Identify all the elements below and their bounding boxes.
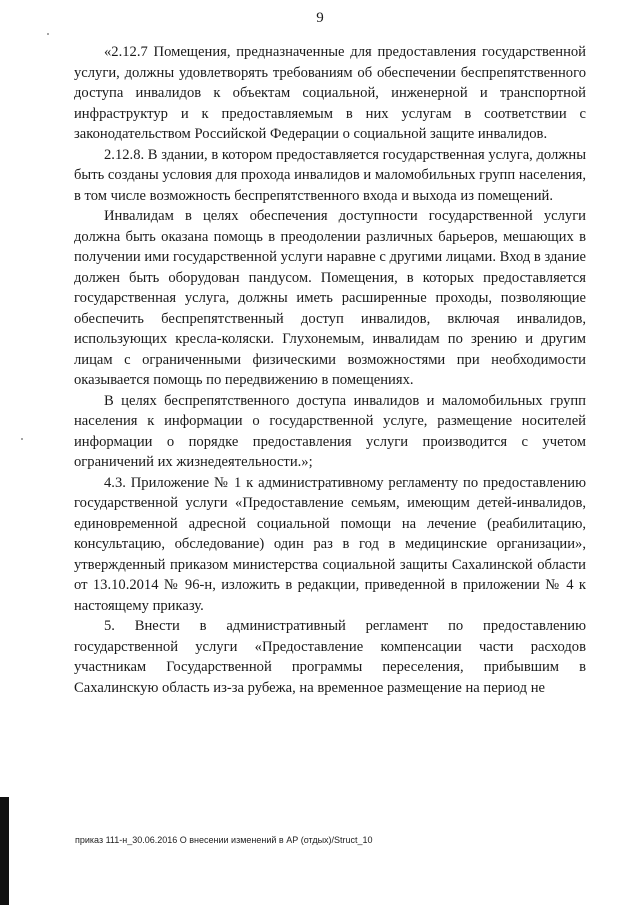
page-number: 9 [316, 10, 324, 26]
paragraph-4-3: 4.3. Приложение № 1 к административному регламенту по предоставлению государственной услуги «Предоставление семьям, имеющим детей-инвалидов, единовременной адресной социальной помощи на лечение (реабилитацию, консультацию, обследование) один раз в год в медицинские организации», утвержденный приказом министерства социальной защиты Сахалинской области от 13.10.2014 № 96-н, изложить в редакции, приведенной в приложении № 4 к настоящему приказу. [74, 474, 586, 614]
scan-binding-edge [0, 797, 9, 905]
paragraph-2-12-7: «2.12.7 Помещения, предназначенные для предоставления государственной услуги, должны удовлетворять требованиям об обеспечении беспрепятственного доступа инвалидов к объектам социальной, инженерной и транспортной инфраструктур и к предоставляемым в них услугам в соответствии с законодательством Российской Федерации о социальной защите инвалидов. [74, 44, 586, 142]
paragraph-information-access: В целях беспрепятственного доступа инвалидов и маломобильных групп населения к информации о государственной услуге, размещение носителей информации о порядке предоставления услуги производится с учетом ограничений их жизнедеятельности.»; [74, 392, 586, 470]
paragraph-5: 5. Внести в административный регламент по предоставлению государственной услуги «Предоставление компенсации части расходов участникам Государственной программы переселения, прибывшим в Сахалинскую область из-за рубежа, на временное размещение на период не [74, 618, 586, 696]
document-body [74, 42, 586, 698]
document-footer: приказ 111-н_30.06.2016 О внесении изменений в АР (отдых)/Struct_10 [75, 835, 373, 845]
scan-speck [21, 438, 23, 440]
paragraph-2-12-8: 2.12.8. В здании, в котором предоставляется государственная услуга, должны быть созданы условия для прохода инвалидов и маломобильных групп населения, в том числе возможность беспрепятственного входа и выхода из помещений. [74, 146, 586, 204]
scan-speck [47, 33, 49, 35]
paragraph-assistance: Инвалидам в целях обеспечения доступности государственной услуги должна быть оказана помощь в преодолении различных барьеров, мешающих в получении ими государственной услуги наравне с другими лицами. Вход в здание должен быть оборудован пандусом. Помещения, в которых предоставляется государственная услуга, должны иметь расширенные проходы, позволяющие обеспечить беспрепятственный доступ инвалидов, включая инвалидов, использующих кресла-коляски. Глухонемым, инвалидам по зрению и другим лицам с ограниченными физическими возможностями при необходимости оказывается помощь по передвижению в помещениях. [74, 208, 586, 388]
